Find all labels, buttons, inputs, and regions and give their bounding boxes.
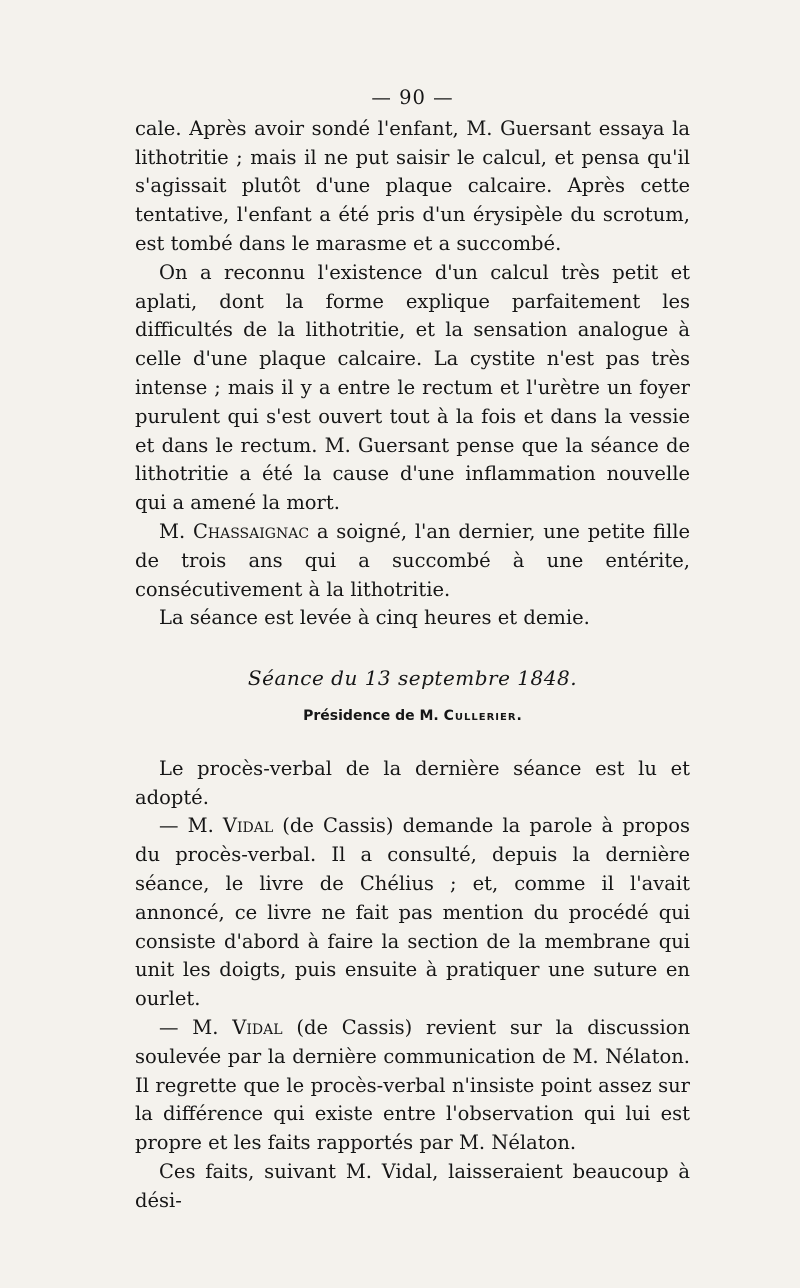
chassaignac-text: a soigné, l'an dernier, une petite fille de trois ans qui a succombé à une entérite, consécutivement à la lithotritie. [135,519,690,601]
presidency-prefix: Présidence de M. [303,707,444,724]
vidal-1-text: (de Cassis) demande la parole à propos du procès-verbal. Il a consulté, depuis la dernière séance, le livre de Chélius ; et, comme il l'avait annoncé, ce livre ne fait pas mention du procédé qui consiste d'abord à faire la section de la membrane qui unit les doigts, puis ensuite à pratiquer une suture en ourlet. [135,814,690,1011]
chassaignac-prefix: M. [159,519,193,543]
paragraph-vidal-nelaton [135,1014,690,1158]
chassaignac-name: Chassaignac [192,519,310,543]
presidency-suffix: . [516,707,522,724]
paragraph-vidal-chelius [135,812,690,1014]
vidal-2-text: (de Cassis) revient sur la discussion soulevée par la dernière communication de M. Nélaton. Il regrette que le procès-verbal n'insiste point assez sur la différence qui existe entre l'observation qui lui est propre et les faits rapportés par M. Nélaton. [135,1015,691,1155]
paragraph-closing: La séance est levée à cinq heures et demie. [159,606,590,630]
paragraph-chassaignac [135,518,690,604]
paragraph-guersant-attempt: cale. Après avoir sondé l'enfant, M. Guersant essaya la lithotritie ; mais il ne put saisir le calcul, et pensa qu'il s'agissait plutôt d'une plaque calcaire. Après cette tentative, l'enfant a été pris d'un érysipèle du scrotum, est tombé dans le marasme et a succombé. [135,116,690,255]
presidency-name: Cullerier [443,707,517,724]
page-text [135,84,690,1215]
page-number: — 90 — [371,86,454,109]
vidal-1-name: Vidal [222,814,274,838]
vidal-2-prefix: — M. [159,1015,233,1039]
vidal-2-name: Vidal [232,1015,283,1039]
vidal-1-prefix: — M. [159,814,223,838]
presidency-line [135,702,690,731]
paragraph-minutes: Le procès-verbal de la dernière séance est lu et adopté. [135,756,690,809]
paragraph-last-line: Ces faits, suivant M. Vidal, laisseraient beaucoup à dési- [135,1159,690,1212]
session-title: Séance du 13 septembre 1848. [247,666,578,691]
paragraph-calculus-found: On a reconnu l'existence d'un calcul très petit et aplati, dont la forme explique parfaitement les difficultés de la lithotritie, et la sensation analogue à celle d'une plaque calcaire. La cystite n'est pas très intense ; mais il y a entre le rectum et l'urètre un foyer purulent qui s'est ouvert tout à la fois et dans la vessie et dans le rectum. M. Guersant pense que la séance de lithotritie a été la cause d'une inflammation nouvelle qui a amené la mort. [135,260,690,515]
